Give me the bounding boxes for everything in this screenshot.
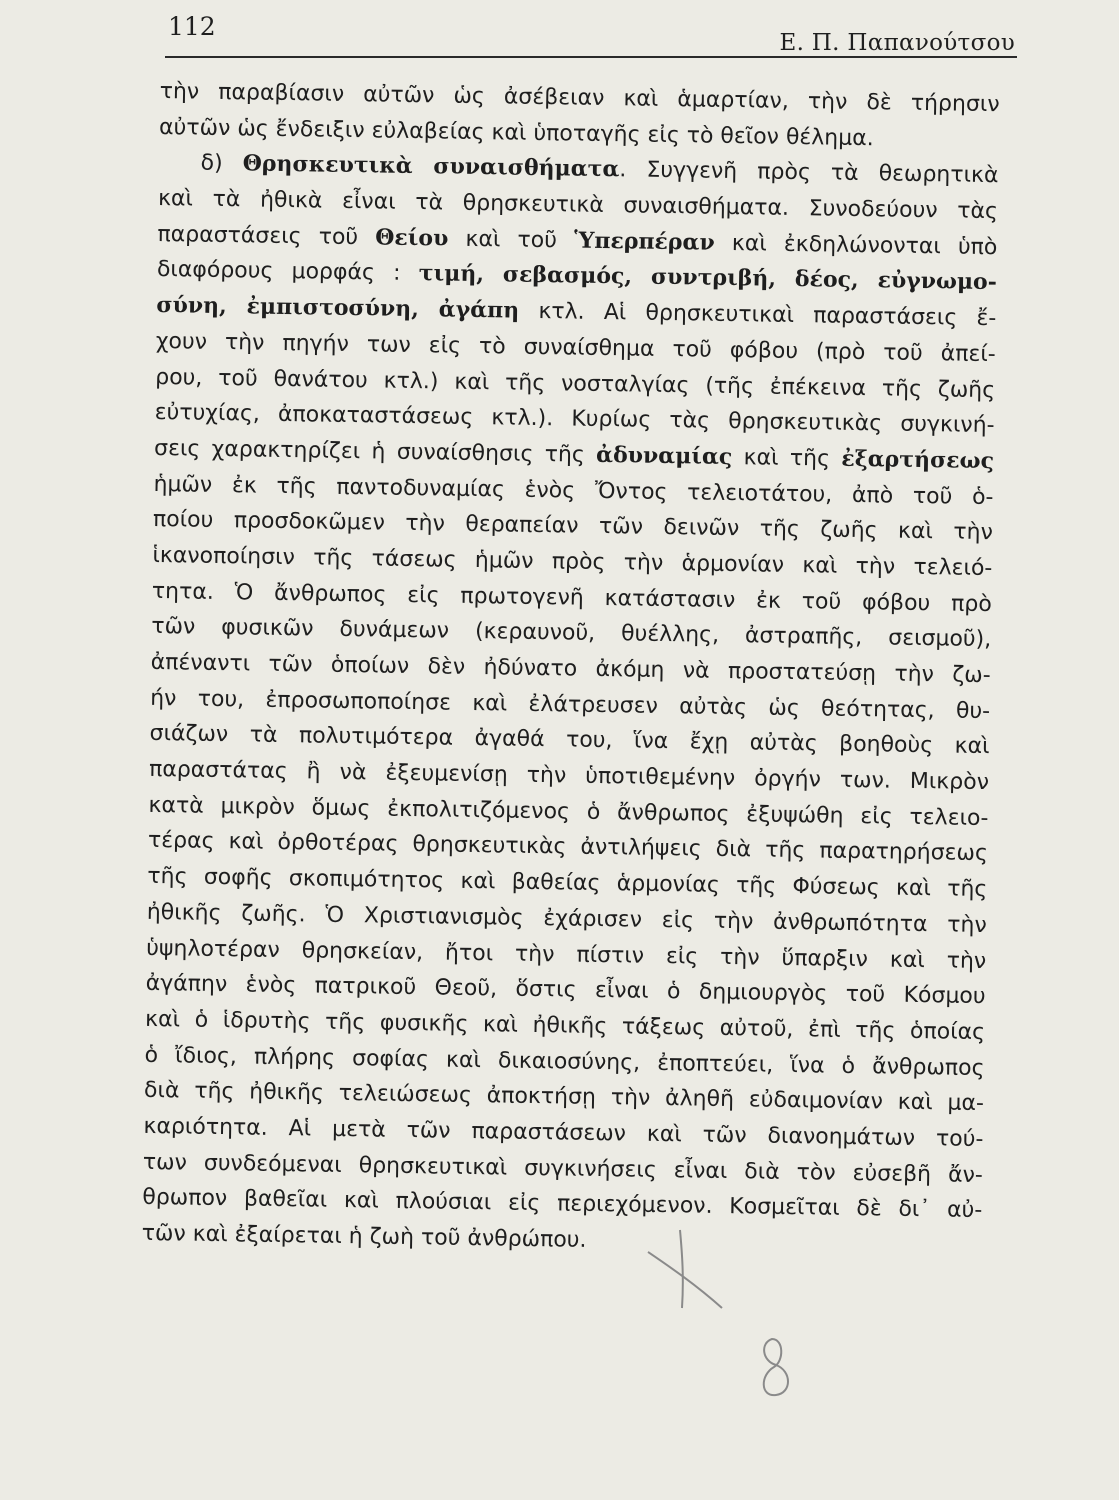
running-head: Ε. Π. Παπανούτσου bbox=[779, 30, 1015, 56]
text-segment: ἀπέναντι τῶν ὁποίων δὲν ἠδύνατο ἀκόμη νὰ προστατεύσῃ τὴν ζω- bbox=[150, 649, 991, 689]
text-segment: τῶν καὶ ἐξαίρεται ἡ ζωὴ τοῦ ἀνθρώπου. bbox=[141, 1220, 587, 1253]
text-segment: καὶ τοῦ bbox=[448, 226, 575, 254]
text-segment: δ) bbox=[200, 151, 243, 177]
text-segment: καὶ τὰ ἠθικὰ εἶναι τὰ θρησκευτικὰ συναισθήματα. Συνοδεύουν τὰς bbox=[157, 186, 999, 225]
text-segment: κτλ. Αἱ θρησκευτικαὶ παραστάσεις ἔ- bbox=[519, 298, 997, 332]
text-segment: διαφόρους μορφάς : bbox=[156, 257, 419, 287]
page-header bbox=[165, 6, 1017, 58]
text-segment: τητα. Ὁ ἄνθρωπος εἰς πρωτογενῆ κατάστασιν ἐκ τοῦ φόβου πρὸ bbox=[151, 578, 992, 617]
text-segment: ὑψηλοτέραν θρησκείαν, ἤτοι τὴν πίστιν εἰς τὴν ὕπαρξιν καὶ τὴν bbox=[146, 935, 987, 974]
text-segment: καριότητα. Αἱ μετὰ τῶν παραστάσεων καὶ τῶν διανοημάτων τού- bbox=[143, 1113, 984, 1153]
text-segment: τὴν παραβίασιν αὐτῶν ὡς ἀσέβειαν καὶ ἁμαρτίαν, τὴν δὲ τήρησιν bbox=[159, 78, 1000, 118]
text-segment: ἠθικῆς ζωῆς. Ὁ Χριστιανισμὸς ἐχάρισεν εἰς τὴν ἀνθρωπότητα τὴν bbox=[146, 899, 987, 938]
bold-text-segment: σύνη, ἐμπιστοσύνη, ἀγάπη bbox=[156, 292, 520, 324]
text-segment: αὐτῶν ὡς ἔνδειξιν εὐλαβείας καὶ ὑποταγῆς εἰς τὸ θεῖον θέλημα. bbox=[158, 114, 874, 151]
text-segment: κατὰ μικρὸν ὅμως ἐκπολιτιζόμενος ὁ ἄνθρωπος ἐξυψώθη εἰς τελειο- bbox=[148, 792, 989, 831]
text-segment: σιάζων τὰ πολυτιμότερα ἀγαθά του, ἵνα ἔχῃ αὐτὰς βοηθοὺς καὶ bbox=[149, 721, 990, 760]
bold-text-segment: ἐξαρτήσεως bbox=[841, 445, 995, 475]
text-segment: ρου, τοῦ θανάτου κτλ.) καὶ τῆς νοσταλγίας (τῆς ἐπέκεινα τῆς ζωῆς bbox=[155, 364, 996, 403]
text-segment: τῆς σοφῆς σκοπιμότητος καὶ βαθείας ἁρμονίας τῆς Φύσεως καὶ τῆς bbox=[147, 864, 988, 903]
text-segment: θρωπον βαθεῖαι καὶ πλούσιαι εἰς περιεχόμενον. Κοσμεῖται δὲ δι᾽ αὐ- bbox=[142, 1185, 983, 1224]
text-segment: ἡμῶν ἐκ τῆς παντοδυναμίας ἑνὸς Ὄντος τελειοτάτου, ἀπὸ τοῦ ὁ- bbox=[153, 471, 994, 510]
text-segment: ἱκανοποίησιν τῆς τάσεως ἡμῶν πρὸς τὴν ἁρμονίαν καὶ τὴν τελειό- bbox=[152, 542, 993, 582]
text-segment: παραστάσεις τοῦ bbox=[157, 221, 376, 251]
text-segment: χουν τὴν πηγήν των εἰς τὸ συναίσθημα τοῦ φόβου (πρὸ τοῦ ἀπεί- bbox=[155, 328, 996, 367]
text-segment: ποίου προσδοκῶμεν τὴν θεραπείαν τῶν δεινῶν τῆς ζωῆς καὶ τὴν bbox=[152, 507, 994, 546]
text-segment: ὁ ἴδιος, πλήρης σοφίας καὶ δικαιοσύνης, ἐποπτεύει, ἵνα ὁ ἄνθρωπος bbox=[144, 1042, 985, 1081]
text-segment: ήν του, ἐπροσωποποίησε καὶ ἐλάτρευσεν αὐτὰς ὡς θεότητας, θυ- bbox=[149, 685, 991, 724]
text-segment: παραστάτας ἢ νὰ ἐξευμενίσῃ τὴν ὑποτιθεμένην ὀργήν των. Μικρὸν bbox=[148, 756, 990, 796]
bold-text-segment: Θρησκευτικὰ συναισθήματα bbox=[242, 150, 620, 183]
text-segment: καὶ ἐκδηλώνονται ὑπὸ bbox=[714, 230, 998, 260]
bold-text-segment: Θείου bbox=[375, 224, 449, 252]
bold-text-segment: ἀδυναμίας bbox=[595, 441, 733, 470]
text-segment: των συνδεόμεναι θρησκευτικαὶ συγκινήσεις εἶναι διὰ τὸν εὐσεβῆ ἄν- bbox=[142, 1149, 984, 1188]
text-segment: σεις χαρακτηρίζει ἡ συναίσθησις τῆς bbox=[153, 435, 597, 468]
text-segment: καὶ ὁ ἱδρυτὴς τῆς φυσικῆς καὶ ἠθικῆς τάξεως αὐτοῦ, ἐπὶ τῆς ὁποίας bbox=[144, 1006, 986, 1045]
pencil-eight-mark bbox=[750, 1335, 800, 1400]
page-number: 112 bbox=[168, 12, 216, 41]
text-segment: διὰ τῆς ἠθικῆς τελειώσεως ἀποκτήσῃ τὴν ἀληθῆ εὐδαιμονίαν καὶ μα- bbox=[143, 1078, 985, 1117]
text-segment: . Συγγενῆ πρὸς τὰ θεωρητικὰ bbox=[619, 157, 999, 189]
text-segment: τῶν φυσικῶν δυνάμεων (κεραυνοῦ, θυέλλης, ἀστραπῆς, σεισμοῦ), bbox=[151, 614, 992, 653]
text-segment: εὐτυχίας, ἀποκαταστάσεως κτλ.). Κυρίως τὰς θρησκευτικὰς συγκινή- bbox=[154, 400, 995, 439]
text-segment: καὶ τῆς bbox=[732, 444, 842, 472]
text-segment: τέρας καὶ ὀρθοτέρας θρησκευτικὰς ἀντιλήψεις διὰ τῆς παρατηρήσεως bbox=[147, 828, 989, 867]
text-segment: ἀγάπην ἑνὸς πατρικοῦ Θεοῦ, ὅστις εἶναι ὁ δημιουργὸς τοῦ Κόσμου bbox=[145, 971, 986, 1010]
body-text bbox=[142, 74, 1000, 1265]
bold-text-segment: τιμή, σεβασμός, συντριβή, δέος, εὐγνωμο- bbox=[418, 260, 998, 296]
pencil-x-mark bbox=[640, 1222, 730, 1312]
bold-text-segment: Ὑπερπέραν bbox=[573, 227, 715, 256]
